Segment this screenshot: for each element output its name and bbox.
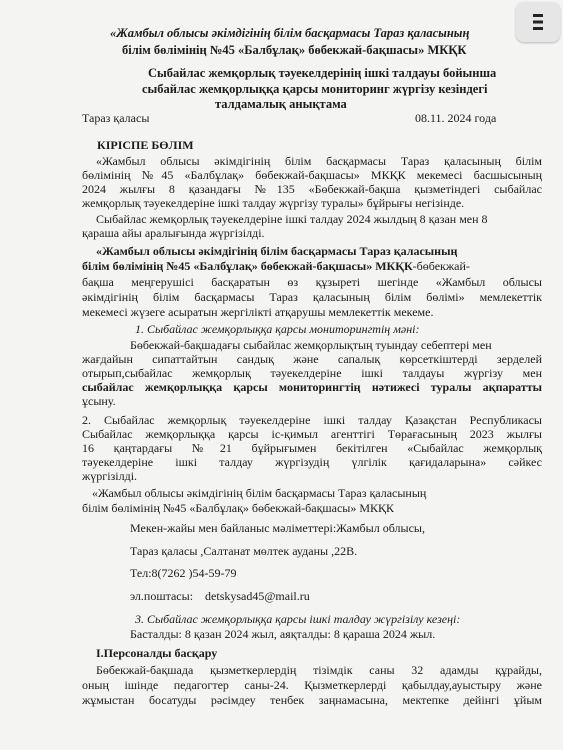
intro-p1-line: бөлімінің №45 «Балбұлақ» бөбекжай-бақшасы» МКҚК мекемесі басшысының — [82, 168, 542, 182]
section2-line: 2. Сыбайлас жемқорлық тәуекелдеріне ішкі талдау Қазақстан Республикасы — [82, 413, 542, 427]
intro-p3-bold-line — [82, 259, 470, 273]
hamburger-icon — [531, 12, 545, 32]
contact-tel: Тел:8(7262 )54-59-79 — [130, 566, 237, 580]
intro-p3-bold-line: «Жамбыл облысы әкімдігінің білім басқармасы Тараз қаласының — [96, 244, 458, 258]
intro-p1-line: жемқорлық тәуекелдеріне ішкі талдау жүргізу туралы» бұйрығы негізінде. — [82, 196, 465, 210]
contact-email-row — [130, 589, 310, 603]
personnel-line: Бөбекжай-бақшада қызметкерлердің тізімдік саны 32 адамды құрайды, — [96, 663, 542, 677]
personnel-line: оның ішінде педагогтер саны-24. Қызметкерлерді қабылдау,ауыстыру және — [82, 678, 542, 692]
header-line-1: «Жамбыл облысы әкімдігінің білім басқармасы Тараз қаласының — [110, 26, 470, 40]
section2-org-line: «Жамбыл облысы әкімдігінің білім басқармасы Тараз қаласының — [92, 486, 427, 500]
header-line-4: сыбайлас жемқорлыққа қарсы мониторинг жүргізу кезіндегі — [142, 82, 488, 96]
menu-button[interactable] — [516, 2, 560, 42]
section2-line: 16 қаңтардағы №21 бұйрығымен бекітілген «Сыбайлас жемқорлық — [82, 441, 542, 455]
header-line-2: білім бөлімінің №45 «Балбұлақ» бөбекжай-бақшасы» МКҚК — [122, 43, 467, 57]
intro-p1-line: «Жамбыл облысы әкімдігінің білім басқармасы Тараз қаласының білім — [96, 154, 542, 168]
intro-p3-org: білім бөлімінің №45 «Балбұлақ» бөбекжай-бақшасы» МКҚК — [82, 259, 413, 273]
intro-p3-tail: -бөбекжай- — [412, 259, 470, 273]
header-line-3: Сыбайлас жемқорлық тәуекелдерінің ішкі талдауы бойынша — [148, 66, 497, 80]
document-date: 08.11. 2024 года — [415, 111, 497, 125]
contact-email: detskysad45@mail.ru — [205, 589, 310, 603]
personnel-line: жұмыстан босатуды рәсімдеу тенбек заңнамасына, мектепке дейінгі ұйым — [82, 693, 542, 707]
section1-last-line: ұсыну. — [82, 394, 116, 408]
intro-p1-line: 2024 жылғы 8 қазандағы №135 «Бөбекжай-бақша қызметіндегі сыбайлас — [82, 182, 542, 196]
intro-p2-line: қараша айы аралығында жүргізілді. — [82, 226, 265, 240]
section1-heading: 1. Сыбайлас жемқорлыққа қарсы мониторингтің мәні: — [135, 322, 420, 336]
personnel-heading: І.Персоналды басқару — [96, 646, 218, 660]
section1-line: жағдайын сипаттайтын сандық және сапалық көрсеткіштерді зерделей — [82, 352, 542, 366]
header-line-5: талдамалық анықтама — [215, 97, 347, 111]
section3-period: Басталды: 8 қазан 2024 жыл, аяқталды: 8 қараша 2024 жыл. — [130, 627, 436, 641]
intro-p2-line: Сыбайлас жемқорлық тәуекелдеріне ішкі талдау 2024 жылдың 8 қазан мен 8 — [96, 212, 488, 226]
section1-bold-line: сыбайлас жемқорлыққа қарсы мониторингтің нәтижесі туралы ақпаратты — [82, 380, 542, 394]
contact-address: Тараз қаласы ,Салтанат мөлтек ауданы ,22В. — [130, 544, 358, 558]
intro-p3-line: бақша меңгерушісі басқаратын өз құзыреті шегінде «Жамбыл облысы — [82, 275, 542, 289]
section3-heading: 3. Сыбайлас жемқорлыққа қарсы ішкі талдау жүргізілу кезеңі: — [135, 612, 461, 626]
section1-line: отырып,сыбайлас жемқорлық тәуекелдеріне ішкі талдауы жүргізу мен — [82, 366, 542, 380]
city: Тараз қаласы — [82, 111, 150, 125]
section2-org-line: білім бөлімінің №45 «Балбұлақ» бөбекжай-бақшасы» МКҚК — [82, 501, 395, 515]
section1-line: Бөбекжай-бақшадағы сыбайлас жемқорлықтың туындау себептері мен — [130, 338, 492, 352]
intro-p3-line: мекемесі жүзеге асыратын жергілікті атқарушы мемлекеттік мекеме. — [82, 305, 434, 319]
section2-line: тәуекелдеріне ішкі талдау жүргізудің үлгілік қағидаларына» сәйкес — [82, 455, 542, 469]
contact-email-label: эл.поштасы: — [130, 589, 194, 603]
section2-line: жүргізілді. — [82, 469, 138, 483]
intro-title: КІРІСПЕ БӨЛІМ — [97, 138, 194, 152]
section2-line: Сыбайлас жемқорлыққа қарсы іс-қимыл агенттігі Төрағасының 2023 жылғы — [82, 427, 542, 441]
intro-p3-line: әкімдігінің білім басқармасы Тараз қаласының білім бөлімі» мемлекеттік — [82, 290, 542, 304]
contact-address-label: Мекен-жайы мен байланыс мәліметтері:Жамбыл облысы, — [130, 521, 425, 535]
